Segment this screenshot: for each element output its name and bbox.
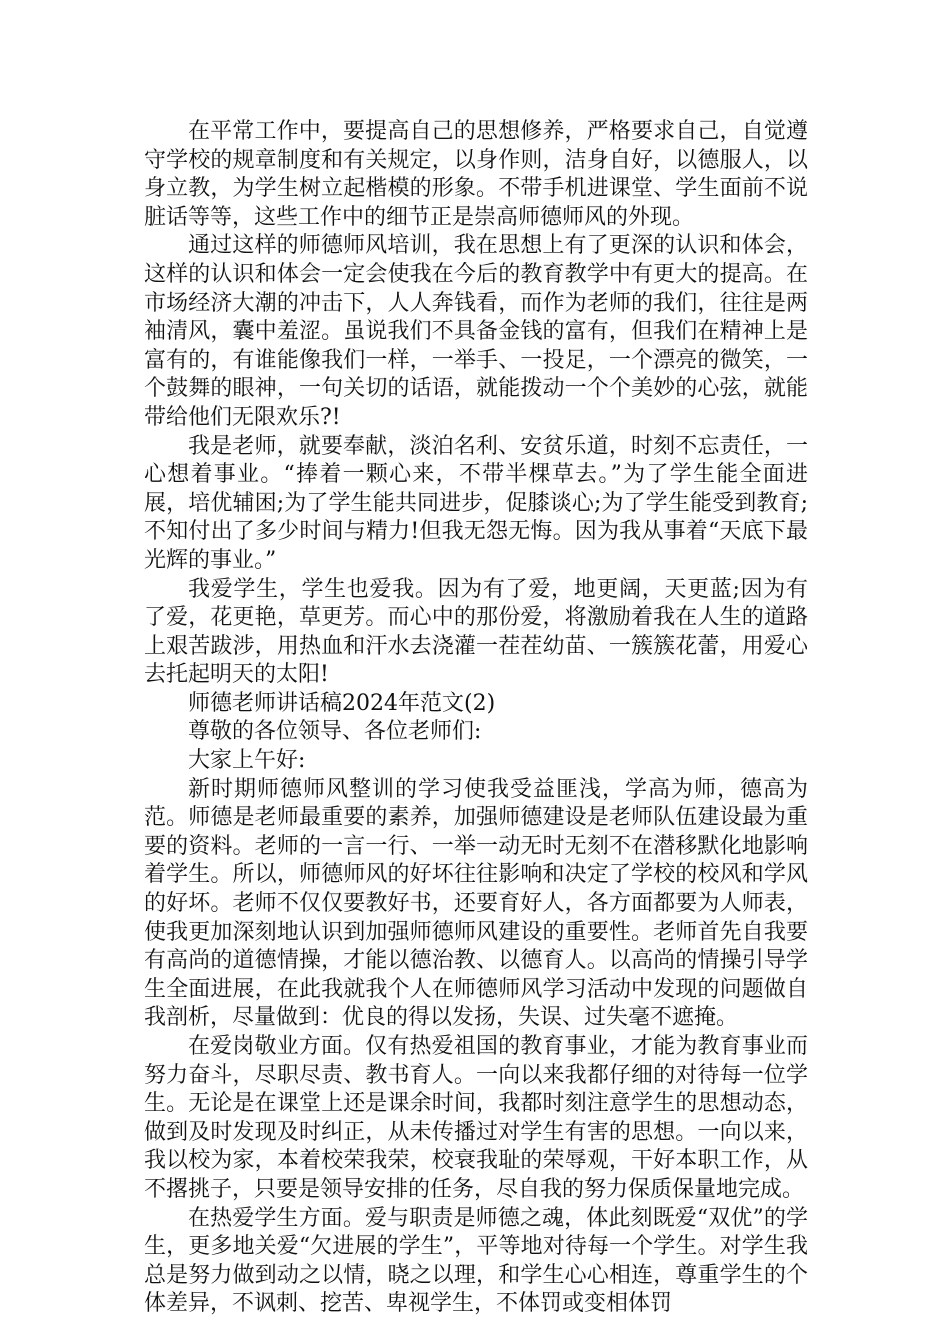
salutation: 尊敬的各位领导、各位老师们: xyxy=(188,719,482,745)
document-page xyxy=(144,118,808,1319)
paragraph-3: 我是老师，就要奉献，淡泊名利、安贫乐道，时刻不忘责任，一心想着事业。“捧着一颗心来，不带半棵草去。”为了学生能全面进展，培优辅困;为了学生能共同进步，促膝谈心;为了学生能受到教育;不知付出了多少时间与精力!但我无怨无悔。因为我从事着“天底下最光辉的事业。” xyxy=(144,433,808,573)
greeting: 大家上午好: xyxy=(188,748,306,774)
paragraph-7: 在热爱学生方面。爱与职责是师德之魂，体此刻既爱“双优”的学生，更多地关爱“欠进展的学生”，平等地对待每一个学生。对学生我总是努力做到动之以情，晓之以理，和学生心心相连，尊重学生的个体差异，不讽刺、挖苦、卑视学生，不体罚或变相体罚 xyxy=(144,1205,808,1317)
paragraph-4: 我爱学生，学生也爱我。因为有了爱，地更阔，天更蓝;因为有了爱，花更艳，草更芳。而心中的那份爱，将激励着我在人生的道路上艰苦跋涉，用热血和汗水去浇灌一茬茬幼苗、一簇簇花蕾，用爱心去托起明天的太阳! xyxy=(144,576,808,688)
paragraph-5: 新时期师德师风整训的学习使我受益匪浅，学高为师，德高为范。师德是老师最重要的素养，加强师德建设是老师队伍建设最为重要的资料。老师的一言一行、一举一动无时无刻不在潜移默化地影响着学生。所以，师德师风的好坏往往影响和决定了学校的校风和学风的好坏。老师不仅仅要教好书，还要育好人，各方面都要为人师表，使我更加深刻地认识到加强师德师风建设的重要性。老师首先自我要有高尚的道德情操，才能以德治教、以德育人。以高尚的情操引导学生全面进展，在此我就我个人在师德师风学习活动中发现的问题做自我剖析，尽量做到：优良的得以发扬，失误、过失毫不遮掩。 xyxy=(144,776,808,1031)
paragraph-2: 通过这样的师德师风培训，我在思想上有了更深的认识和体会，这样的认识和体会一定会使我在今后的教育教学中有更大的提高。在市场经济大潮的冲击下，人人奔钱看，而作为老师的我们，往往是两袖清风，囊中羞涩。虽说我们不具备金钱的富有，但我们在精神上是富有的，有谁能像我们一样，一举手、一投足，一个漂亮的微笑，一个鼓舞的眼神，一句关切的话语，就能拨动一个个美妙的心弦，就能带给他们无限欢乐?! xyxy=(144,233,808,430)
paragraph-6: 在爱岗敬业方面。仅有热爱祖国的教育事业，才能为教育事业而努力奋斗，尽职尽责、教书育人。一向以来我都仔细的对待每一位学生。无论是在课堂上还是课余时间，我都时刻注意学生的思想动态，做到及时发现及时纠正，从未传播过对学生有害的思想。一向以来，我以校为家，本着校荣我荣，校衰我耻的荣辱观，干好本职工作，从不撂挑子，只要是领导安排的任务，尽自我的努力保质保量地完成。 xyxy=(144,1034,808,1202)
paragraph-1: 在平常工作中，要提高自己的思想修养，严格要求自己，自觉遵守学校的规章制度和有关规定，以身作则，洁身自好，以德服人，以身立教，为学生树立起楷模的形象。不带手机进课堂、学生面前不说脏话等等，这些工作中的细节正是崇高师德师风的外现。 xyxy=(144,119,808,230)
section-title: 师德老师讲话稿2024年范文(2) xyxy=(188,690,496,716)
